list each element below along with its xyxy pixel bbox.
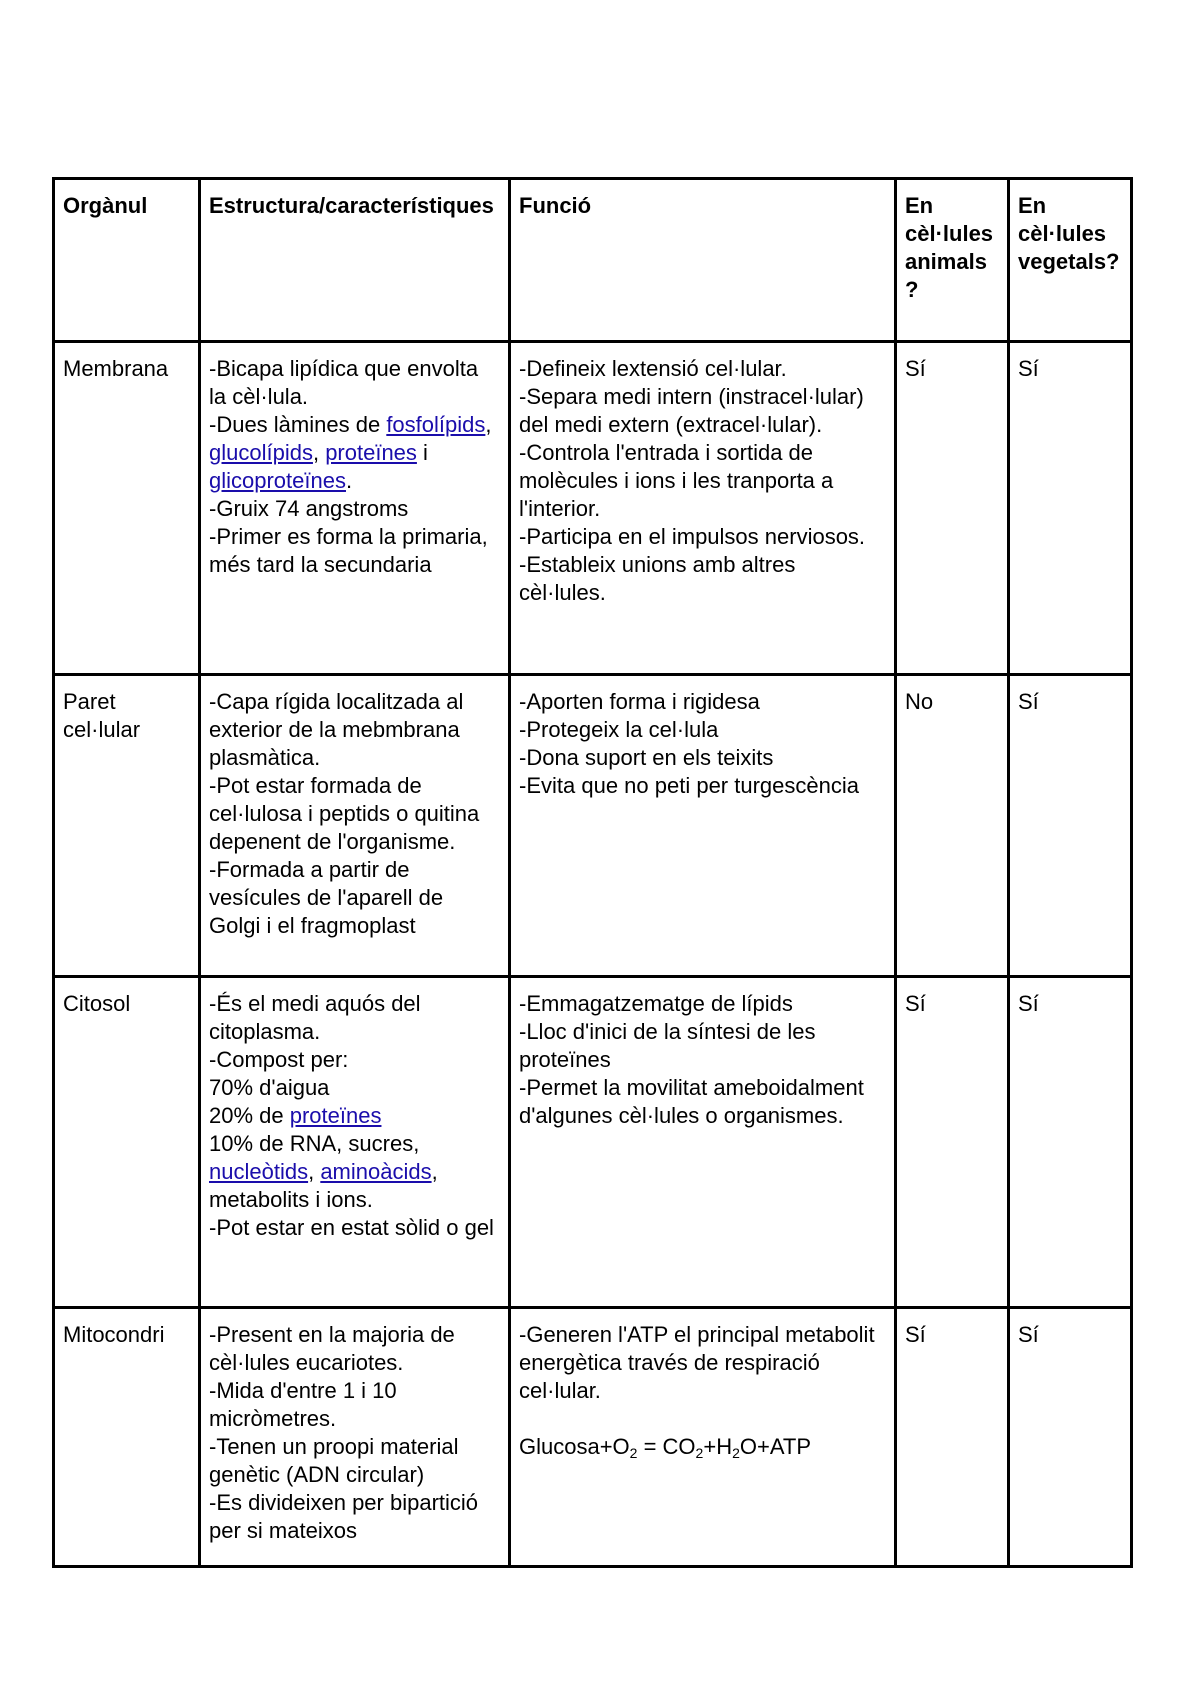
cell-organul: Citosol [54,977,200,1308]
cell-organul: Membrana [54,342,200,675]
header-organul: Orgànul [54,179,200,342]
text-line: -Dues làmines de fosfolípids, glucolípids, proteïnes i glicoproteïnes. [209,412,492,493]
cell-funcio [510,977,896,1308]
header-row [54,179,1132,342]
organelles-table [52,177,1133,1568]
text-line: -Tenen un proopi material genètic (ADN circular) [209,1434,459,1487]
link-nucleotids[interactable]: nucleòtids [209,1159,309,1184]
text-line: -Mida d'entre 1 i 10 micròmetres. [209,1378,397,1431]
equation: $Glucosa+O_2 = CO_2+H_2O+ATP$ [519,1434,812,1461]
text-line: -Protegeix la cel·lula [519,717,719,742]
text-line: -Pot estar en estat sòlid o gel [209,1215,494,1240]
link-proteines[interactable]: proteïnes [325,440,417,465]
cell-animals: No [896,675,1009,977]
text-line: -Permet la movilitat ameboidalment d'algunes cèl·lules o organismes. [519,1075,864,1128]
text-line: nucleòtids, aminoàcids, [209,1159,438,1184]
text-line: -Pot estar formada de cel·lulosa i peptids o quitina depenent de l'organisme. [209,773,480,854]
header-vegetals: En cèl·lules vegetals? [1009,179,1132,342]
header-funcio: Funció [510,179,896,342]
text-line: metabolits i ions. [209,1187,373,1212]
link-glicoproteines[interactable]: glicoproteïnes [209,468,346,493]
cell-funcio [510,1308,896,1567]
text-line: -Primer es forma la primaria, més tard la secundaria [209,524,488,577]
cell-estructura [200,1308,510,1567]
text-line: -Es divideixen per bipartició per si mateixos [209,1490,479,1543]
cell-animals: Sí [896,977,1009,1308]
text-line: -Lloc d'inici de la síntesi de les proteïnes [519,1019,816,1072]
text-line: 10% de RNA, sucres, [209,1131,420,1156]
text-line: -Participa en el impulsos nerviosos. [519,524,866,549]
text-line: -Generen l'ATP el principal metabolit energètica través de respiració cel·lular. [519,1322,875,1403]
text-line: -Separa medi intern (instracel·lular) del medi extern (extracel·lular). [519,384,864,437]
cell-organul: Mitocondri [54,1308,200,1567]
cell-estructura [200,675,510,977]
text-line: -Emmagatzematge de lípids [519,991,793,1016]
text-line: -Defineix lextensió cel·lular. [519,356,787,381]
text-line: -És el medi aquós del citoplasma. [209,991,421,1044]
cell-estructura [200,342,510,675]
text-line: -Dona suport en els teixits [519,745,774,770]
text-line: -Aporten forma i rigidesa [519,689,760,714]
text-line: -Bicapa lipídica que envolta la cèl·lula. [209,356,479,409]
header-animals: En cèl·lules animals? [896,179,1009,342]
link-glucolipids[interactable]: glucolípids [209,440,313,465]
table-row [54,675,1132,977]
text-line: -Present en la majoria de cèl·lules eucariotes. [209,1322,455,1375]
cell-animals: Sí [896,342,1009,675]
text-line: -Gruix 74 angstroms [209,496,409,521]
cell-vegetals: Sí [1009,342,1132,675]
cell-funcio [510,342,896,675]
cell-animals: Sí [896,1308,1009,1567]
text-line: -Controla l'entrada i sortida de molècules i ions i les tranporta a l'interior. [519,440,834,521]
cell-organul: Paret cel·lular [54,675,200,977]
text-line: -Estableix unions amb altres cèl·lules. [519,552,796,605]
cell-estructura [200,977,510,1308]
table-row [54,977,1132,1308]
link-aminoacids[interactable]: aminoàcids [320,1159,432,1184]
text-line: 70% d'aigua [209,1075,330,1100]
text-line: -Capa rígida localitzada al exterior de la mebmbrana plasmàtica. [209,689,464,770]
link-proteines[interactable]: proteïnes [289,1103,382,1128]
text-line: -Formada a partir de vesícules de l'aparell de Golgi i el fragmoplast [209,857,444,938]
table-row [54,342,1132,675]
text-line: -Evita que no peti per turgescència [519,773,859,798]
cell-vegetals: Sí [1009,675,1132,977]
cell-vegetals: Sí [1009,977,1132,1308]
spacer [519,1405,886,1433]
text-line: -Compost per: [209,1047,349,1072]
cell-funcio [510,675,896,977]
link-fosfolipids[interactable]: fosfolípids [386,412,486,437]
text-line: 20% de proteïnes [209,1103,382,1128]
header-estructura: Estructura/característiques [200,179,510,342]
table-row [54,1308,1132,1567]
cell-vegetals: Sí [1009,1308,1132,1567]
